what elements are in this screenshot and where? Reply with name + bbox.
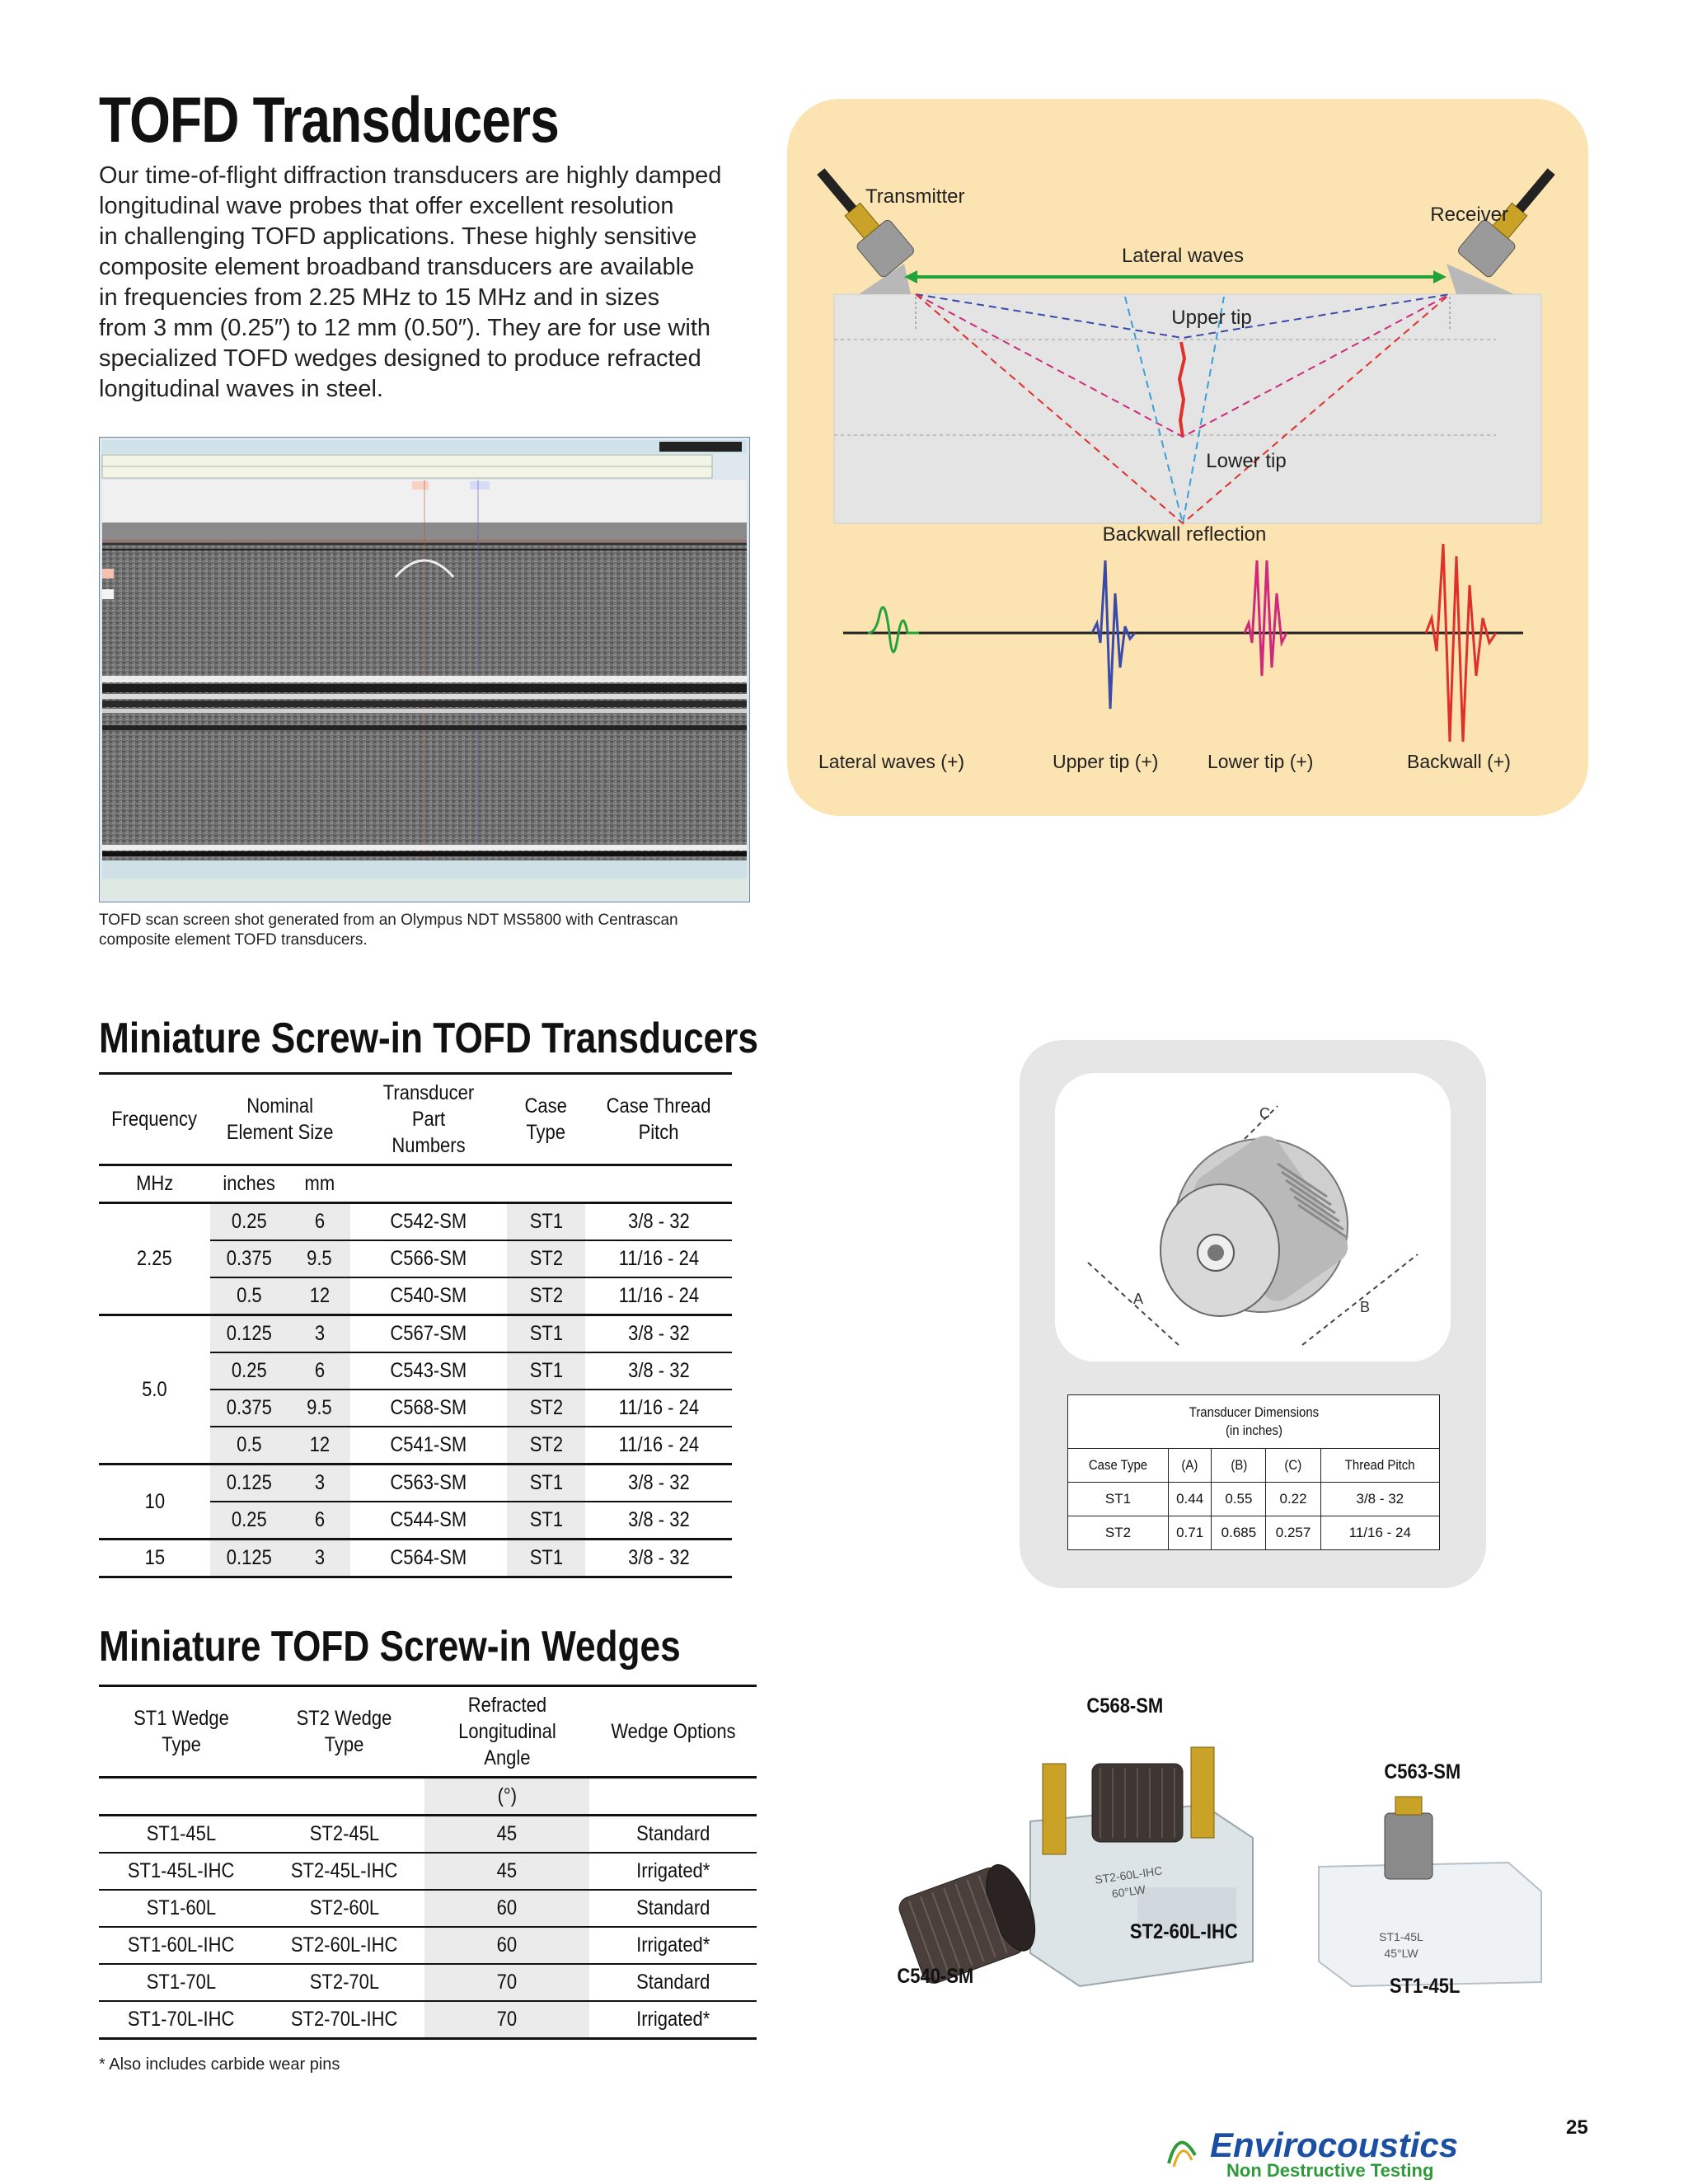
st1-wedge-cell: ST1-60L-IHC	[99, 1927, 264, 1964]
signal-label-lower: Lower tip (+)	[1207, 751, 1314, 772]
dim-cell: ST1	[1068, 1483, 1169, 1516]
thread-pitch-cell: 3/8 - 32	[585, 1540, 732, 1577]
frequency-cell: 2.25	[99, 1203, 210, 1315]
upper-tip-signal	[1092, 560, 1135, 709]
dim-cell: 11/16 - 24	[1320, 1516, 1439, 1550]
case-type-cell: ST1	[507, 1465, 585, 1502]
dimensions-title: Transducer Dimensions (in inches)	[1068, 1395, 1440, 1449]
col-frequency: Frequency	[111, 1108, 198, 1131]
st1-wedge-cell: ST1-60L	[99, 1890, 264, 1927]
frequency-cell: 10	[99, 1465, 210, 1540]
dim-col: (A)	[1181, 1457, 1198, 1473]
col-angle: Refracted Longitudinal Angle	[457, 1694, 556, 1769]
lower-tip-signal	[1245, 560, 1287, 676]
wedge-engraving: ST1-45L	[1379, 1930, 1423, 1943]
mm-cell: 3	[288, 1540, 350, 1577]
case-type-cell: ST1	[507, 1203, 585, 1241]
col-wedge-options: Wedge Options	[610, 1720, 736, 1743]
page-title: TOFD Transducers	[99, 83, 559, 156]
thread-pitch-cell: 11/16 - 24	[585, 1240, 732, 1277]
frequency-cell: 5.0	[99, 1315, 210, 1465]
angle-cell: 70	[424, 2001, 589, 2039]
inches-cell: 0.125	[210, 1540, 288, 1577]
wedge-engraving: 60°LW	[1110, 1882, 1146, 1900]
table-units-row	[99, 1165, 732, 1203]
wedge-option-cell: Irrigated*	[589, 2001, 757, 2039]
part-number-cell: C543-SM	[350, 1352, 507, 1390]
table-row	[1068, 1516, 1440, 1550]
photo-label-c563: C563-SM	[1384, 1760, 1461, 1783]
intro-paragraph	[99, 161, 758, 405]
angle-cell: 60	[424, 1890, 589, 1927]
thread-pitch-cell: 3/8 - 32	[585, 1465, 732, 1502]
intro-line: longitudinal waves in steel.	[99, 376, 383, 402]
dim-cell: 3/8 - 32	[1320, 1483, 1439, 1516]
st2-wedge-cell: ST2-45L	[264, 1816, 424, 1854]
wedge-option-cell: Standard	[589, 1964, 757, 2001]
dim-col: (C)	[1284, 1457, 1302, 1473]
envirocoustics-logo	[1162, 2130, 1525, 2180]
logo-wordmark: Envirocoustics	[1210, 2130, 1459, 2164]
unit-degrees: (°)	[497, 1784, 517, 1807]
backwall-reflection-label: Backwall reflection	[1102, 523, 1267, 546]
signal-label-upper: Upper tip (+)	[1053, 751, 1159, 772]
table-row	[99, 1465, 732, 1502]
dim-cell: 0.685	[1212, 1516, 1266, 1550]
case-type-cell: ST1	[507, 1502, 585, 1540]
angle-cell: 45	[424, 1816, 589, 1854]
part-number-cell: C564-SM	[350, 1540, 507, 1577]
transducers-table	[99, 1072, 732, 1578]
part-number-cell: C542-SM	[350, 1203, 507, 1241]
footnote: * Also includes carbide wear pins	[99, 2055, 340, 2074]
st1-wedge-cell: ST1-70L	[99, 1964, 264, 2001]
intro-line: from 3 mm (0.25″) to 12 mm (0.50″). They are for use with	[99, 315, 711, 341]
st1-wedge-block	[1319, 1863, 1541, 1986]
dim-col: Case Type	[1088, 1457, 1148, 1473]
case-type-cell: ST1	[507, 1315, 585, 1353]
dim-cell: 0.71	[1168, 1516, 1211, 1550]
transducers-heading: Miniature Screw-in TOFD Transducers	[99, 1015, 758, 1062]
col-case-type: Case Type	[524, 1094, 568, 1144]
inches-cell: 0.5	[210, 1427, 288, 1465]
intro-line: in challenging TOFD applications. These highly sensitive	[99, 223, 697, 250]
dim-label-a: A	[1133, 1291, 1144, 1307]
inches-cell: 0.5	[210, 1277, 288, 1315]
intro-line: specialized TOFD wedges designed to produce refracted	[99, 345, 701, 372]
case-type-cell: ST1	[507, 1540, 585, 1577]
mm-cell: 12	[288, 1277, 350, 1315]
wedge-option-cell: Irrigated*	[589, 1927, 757, 1964]
dimensions-table	[1067, 1394, 1440, 1550]
case-type-cell: ST1	[507, 1352, 585, 1390]
mm-cell: 6	[288, 1203, 350, 1241]
inches-cell: 0.25	[210, 1203, 288, 1241]
signal-label-backwall: Backwall (+)	[1407, 751, 1511, 772]
intro-line: longitudinal wave probes that offer excellent resolution	[99, 193, 674, 219]
table-row	[99, 1853, 757, 1890]
frequency-cell: 15	[99, 1540, 210, 1577]
inches-cell: 0.375	[210, 1390, 288, 1427]
st2-wedge-cell: ST2-60L-IHC	[264, 1927, 424, 1964]
upper-tip-label: Upper tip	[1171, 307, 1252, 329]
intro-line: composite element broadband transducers are available	[99, 254, 695, 280]
part-number-cell: C563-SM	[350, 1465, 507, 1502]
thread-pitch-cell: 3/8 - 32	[585, 1315, 732, 1353]
inches-cell: 0.375	[210, 1240, 288, 1277]
col-thread-pitch: Case Thread Pitch	[606, 1094, 711, 1144]
tofd-diagram	[787, 99, 1588, 816]
wedge-engraving: ST2-60L-IHC	[1094, 1863, 1164, 1886]
case-type-cell: ST2	[507, 1427, 585, 1465]
dim-cell: ST2	[1068, 1516, 1169, 1550]
backwall-signal	[1426, 544, 1496, 742]
dim-cell: 0.55	[1212, 1483, 1266, 1516]
part-number-cell: C544-SM	[350, 1502, 507, 1540]
table-row	[1068, 1483, 1440, 1516]
dim-label-c: C	[1259, 1105, 1270, 1122]
thread-pitch-cell: 11/16 - 24	[585, 1277, 732, 1315]
mm-cell: 12	[288, 1427, 350, 1465]
part-number-cell: C568-SM	[350, 1390, 507, 1427]
caption-line: TOFD scan screen shot generated from an Olympus NDT MS5800 with Centrascan	[99, 912, 678, 929]
angle-cell: 60	[424, 1927, 589, 1964]
lateral-wave-signal	[868, 607, 919, 652]
table-header-row	[99, 1686, 757, 1778]
caption-line: composite element TOFD transducers.	[99, 931, 368, 949]
wedge-engraving: 45°LW	[1384, 1947, 1418, 1960]
receiver-label: Receiver	[1430, 204, 1508, 226]
inches-cell: 0.25	[210, 1352, 288, 1390]
photo-label-st1-45l: ST1-45L	[1389, 1975, 1461, 1998]
col-st2-wedge: ST2 Wedge Type	[296, 1707, 392, 1756]
part-number-cell: C541-SM	[350, 1427, 507, 1465]
st2-wedge-cell: ST2-45L-IHC	[264, 1853, 424, 1890]
dim-cell: 0.22	[1266, 1483, 1320, 1516]
table-units-row	[99, 1778, 757, 1816]
table-row	[99, 1890, 757, 1927]
inches-cell: 0.25	[210, 1502, 288, 1540]
inches-cell: 0.125	[210, 1465, 288, 1502]
col-part-numbers: Transducer Part Numbers	[382, 1081, 475, 1157]
col-nominal: Nominal Element Size	[227, 1094, 334, 1144]
wedge-option-cell: Standard	[589, 1816, 757, 1854]
table-row	[99, 1203, 732, 1241]
photo-label-st2-60l: ST2-60L-IHC	[1129, 1920, 1238, 1943]
thread-pitch-cell: 3/8 - 32	[585, 1352, 732, 1390]
st1-wedge-cell: ST1-45L-IHC	[99, 1853, 264, 1890]
part-number-cell: C540-SM	[350, 1277, 507, 1315]
mm-cell: 3	[288, 1465, 350, 1502]
scan-caption	[99, 911, 758, 950]
transmitter-probe	[804, 157, 916, 279]
st2-wedge-cell: ST2-70L	[264, 1964, 424, 2001]
case-type-cell: ST2	[507, 1390, 585, 1427]
st1-wedge-cell: ST1-70L-IHC	[99, 2001, 264, 2039]
case-type-cell: ST2	[507, 1277, 585, 1315]
dim-cell: 0.44	[1168, 1483, 1211, 1516]
lower-tip-label: Lower tip	[1206, 450, 1287, 472]
part-number-cell: C566-SM	[350, 1240, 507, 1277]
wedges-heading: Miniature TOFD Screw-in Wedges	[99, 1623, 681, 1671]
case-type-cell: ST2	[507, 1240, 585, 1277]
wedges-table	[99, 1685, 757, 2040]
intro-line: in frequencies from 2.25 MHz to 15 MHz and in sizes	[99, 284, 660, 311]
thread-pitch-cell: 11/16 - 24	[585, 1390, 732, 1427]
dim-col: Thread Pitch	[1344, 1457, 1415, 1473]
table-row	[99, 1964, 757, 2001]
st1-wedge-cell: ST1-45L	[99, 1816, 264, 1854]
thread-pitch-cell: 11/16 - 24	[585, 1427, 732, 1465]
wedge-option-cell: Standard	[589, 1890, 757, 1927]
table-row	[99, 1315, 732, 1353]
table-header-row	[99, 1074, 732, 1165]
st2-wedge-cell: ST2-60L	[264, 1890, 424, 1927]
st2-wedge-cell: ST2-70L-IHC	[264, 2001, 424, 2039]
brass-fitting	[1043, 1764, 1066, 1854]
transmitter-label: Transmitter	[865, 185, 965, 208]
col-st1-wedge: ST1 Wedge Type	[134, 1707, 229, 1756]
mm-cell: 9.5	[288, 1240, 350, 1277]
unit-mm: mm	[304, 1172, 335, 1195]
inches-cell: 0.125	[210, 1315, 288, 1353]
mm-cell: 6	[288, 1502, 350, 1540]
photo-label-c568: C568-SM	[1086, 1694, 1164, 1718]
logo-tagline: Non Destructive Testing	[1226, 2160, 1434, 2180]
mm-cell: 9.5	[288, 1390, 350, 1427]
angle-cell: 45	[424, 1853, 589, 1890]
mm-cell: 3	[288, 1315, 350, 1353]
signal-label-lateral: Lateral waves (+)	[818, 751, 965, 772]
dim-label-b: B	[1360, 1299, 1371, 1315]
thread-pitch-cell: 3/8 - 32	[585, 1502, 732, 1540]
table-row	[99, 1816, 757, 1854]
intro-line: Our time-of-flight diffraction transducers are highly damped	[99, 162, 722, 189]
photo-label-c540: C540-SM	[897, 1965, 974, 1988]
lateral-waves-label: Lateral waves	[1121, 245, 1245, 267]
table-row	[99, 1540, 732, 1577]
angle-cell: 70	[424, 1964, 589, 2001]
c563-transducer	[1385, 1813, 1432, 1879]
transducer-dimension-drawing	[1055, 1073, 1451, 1361]
unit-mhz: MHz	[135, 1172, 174, 1195]
unit-inches: inches	[223, 1172, 276, 1195]
tofd-scan-screenshot	[99, 437, 750, 902]
wedge-option-cell: Irrigated*	[589, 1853, 757, 1890]
dim-cell: 0.257	[1266, 1516, 1320, 1550]
thread-pitch-cell: 3/8 - 32	[585, 1203, 732, 1241]
table-row	[99, 1927, 757, 1964]
dim-col: (B)	[1230, 1457, 1247, 1473]
table-row	[99, 2001, 757, 2039]
mm-cell: 6	[288, 1352, 350, 1390]
brass-fitting	[1191, 1747, 1214, 1838]
part-number-cell: C567-SM	[350, 1315, 507, 1353]
page-number: 25	[1566, 2116, 1588, 2139]
